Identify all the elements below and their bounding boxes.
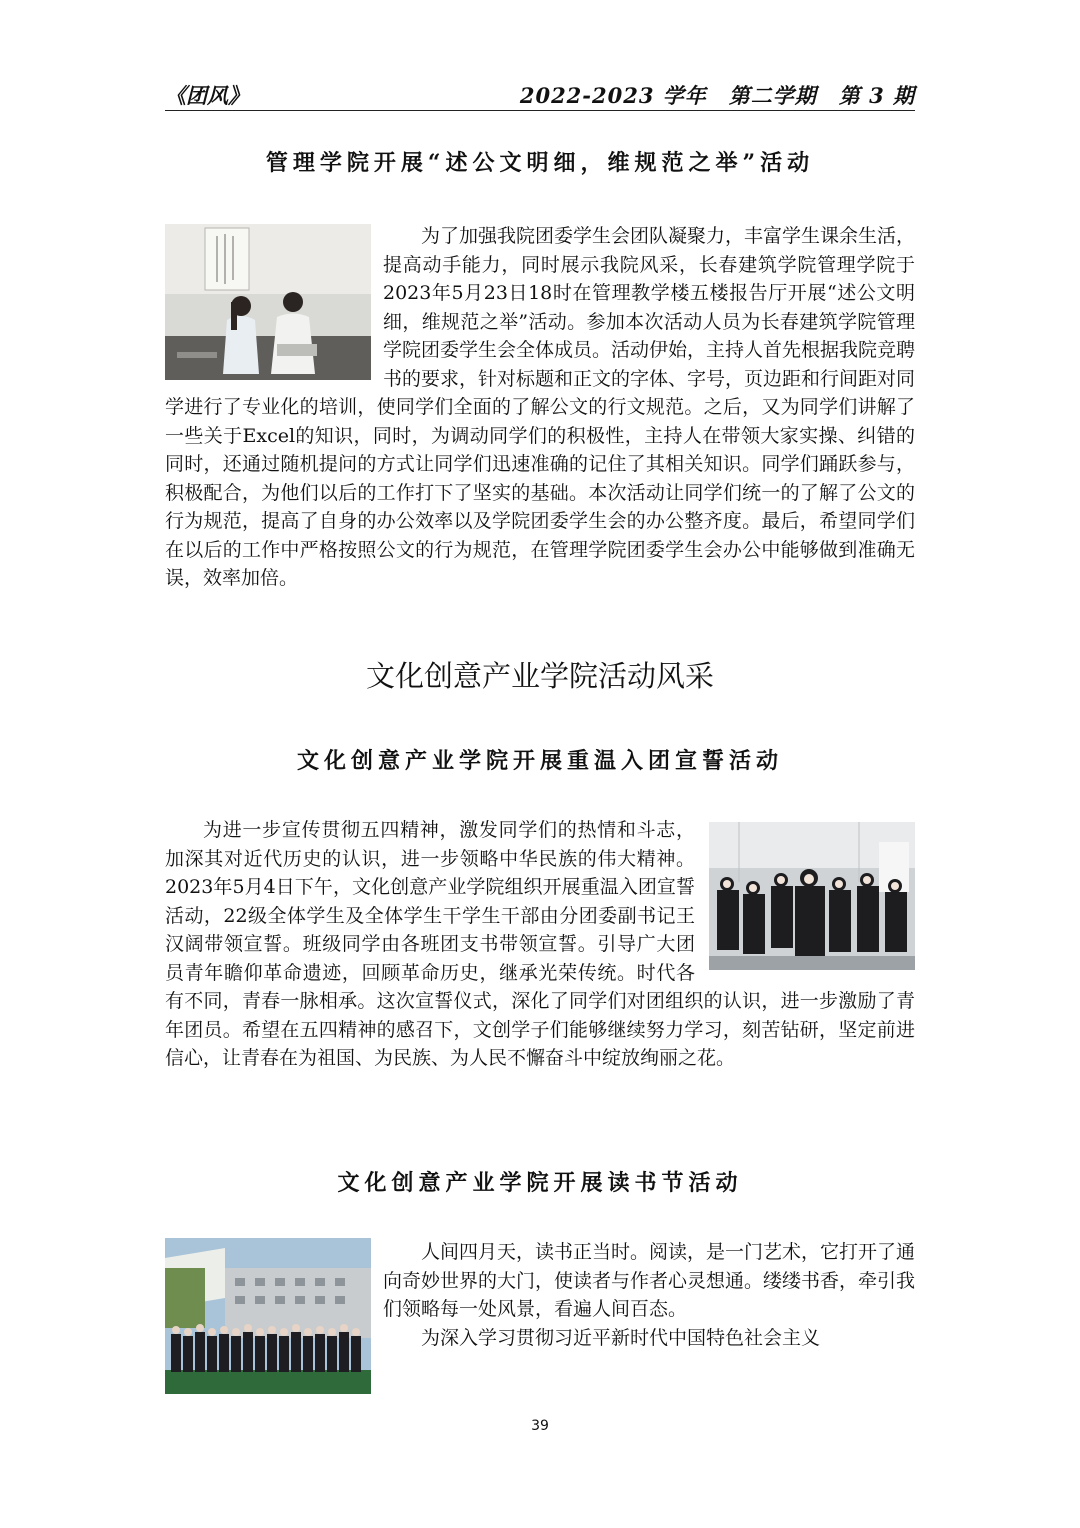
article-1-title: 管理学院开展“述公文明细，维规范之举”活动 xyxy=(265,150,815,176)
article-3-photo xyxy=(165,1238,371,1394)
section-heading: 文化创意产业学院活动风采 xyxy=(365,659,714,693)
issue-info: 2022-2023 学年 第二学期 第 3 期 xyxy=(519,83,915,108)
journal-name: 《团风》 xyxy=(165,83,249,108)
article-1-body-block xyxy=(165,222,915,593)
article-3-paragraph-2: 为深入学习贯彻习近平新时代中国特色社会主义 xyxy=(421,1326,821,1349)
article-2-photo xyxy=(709,822,915,970)
article-1-paragraph: 为了加强我院团委学生会团队凝聚力，丰富学生课余生活，提高动手能力，同时展示我院风采，长春建筑学院管理学院于2023年5月23日18时在管理教学楼五楼报告厅开展“述公文明细，维规范之举”活动。参加本次活动人员为长春建筑学院管理学院团委学生会全体成员。活动伊始，主持人首先根据我院竞聘书的要求，针对标题和正文的字体、字号，页边距和行间距对同学进行了专业化的培训，使同学们全面的了解公文的行文规范。之后，又为同学们讲解了一些关于Excel的知识，同时，为调动同学们的积极性，主持人在带领大家实操、纠错的同时，还通过随机提问的方式让同学们迅速准确的记住了其相关知识。同学们踊跃参与，积极配合，为他们以后的工作打下了坚实的基础。本次活动让同学们统一的了解了公文的行为规范，提高了自身的办公效率以及学院团委学生会的办公整齐度。最后，希望同学们在以后的工作中严格按照公文的行为规范，在管理学院团委学生会办公中能够做到准确无误，效率加倍。 xyxy=(165,225,916,589)
article-3-body-block xyxy=(165,1238,915,1398)
article-2-title: 文化创意产业学院开展重温入团宣誓活动 xyxy=(296,748,783,774)
article-3-paragraph-1: 人间四月天，读书正当时。阅读，是一门艺术，它打开了通向奇妙世界的大门，使读者与作者心灵想通。缕缕书香，牵引我们领略每一处风景，看遍人间百态。 xyxy=(383,1241,916,1320)
article-3-title: 文化创意产业学院开展读书节活动 xyxy=(337,1170,743,1196)
article-2-paragraph: 为进一步宣传贯彻五四精神，激发同学们的热情和斗志，加深其对近代历史的认识，进一步领略中华民族的伟大精神。2023年5月4日下午，文化创意产业学院组织开展重温入团宣誓活动，22级全体学生及全体学生干学生干部由分团委副书记王汉阔带领宣誓。班级同学由各班团支书带领宣誓。引导广大团员青年瞻仰革命遗迹，回顾革命历史，继承光荣传统。时代各有不同，青春一脉相承。这次宣誓仪式，深化了同学们对团组织的认识，进一步激励了青年团员。希望在五四精神的感召下，文创学子们能够继续努力学习，刻苦钻研，坚定前进信心，让青春在为祖国、为民族、为人民不懈奋斗中绽放绚丽之花。 xyxy=(165,819,915,1069)
article-1-photo xyxy=(165,224,371,380)
article-2-body-block xyxy=(165,816,915,1073)
page-number: 39 xyxy=(531,1418,549,1434)
running-header xyxy=(165,76,915,111)
